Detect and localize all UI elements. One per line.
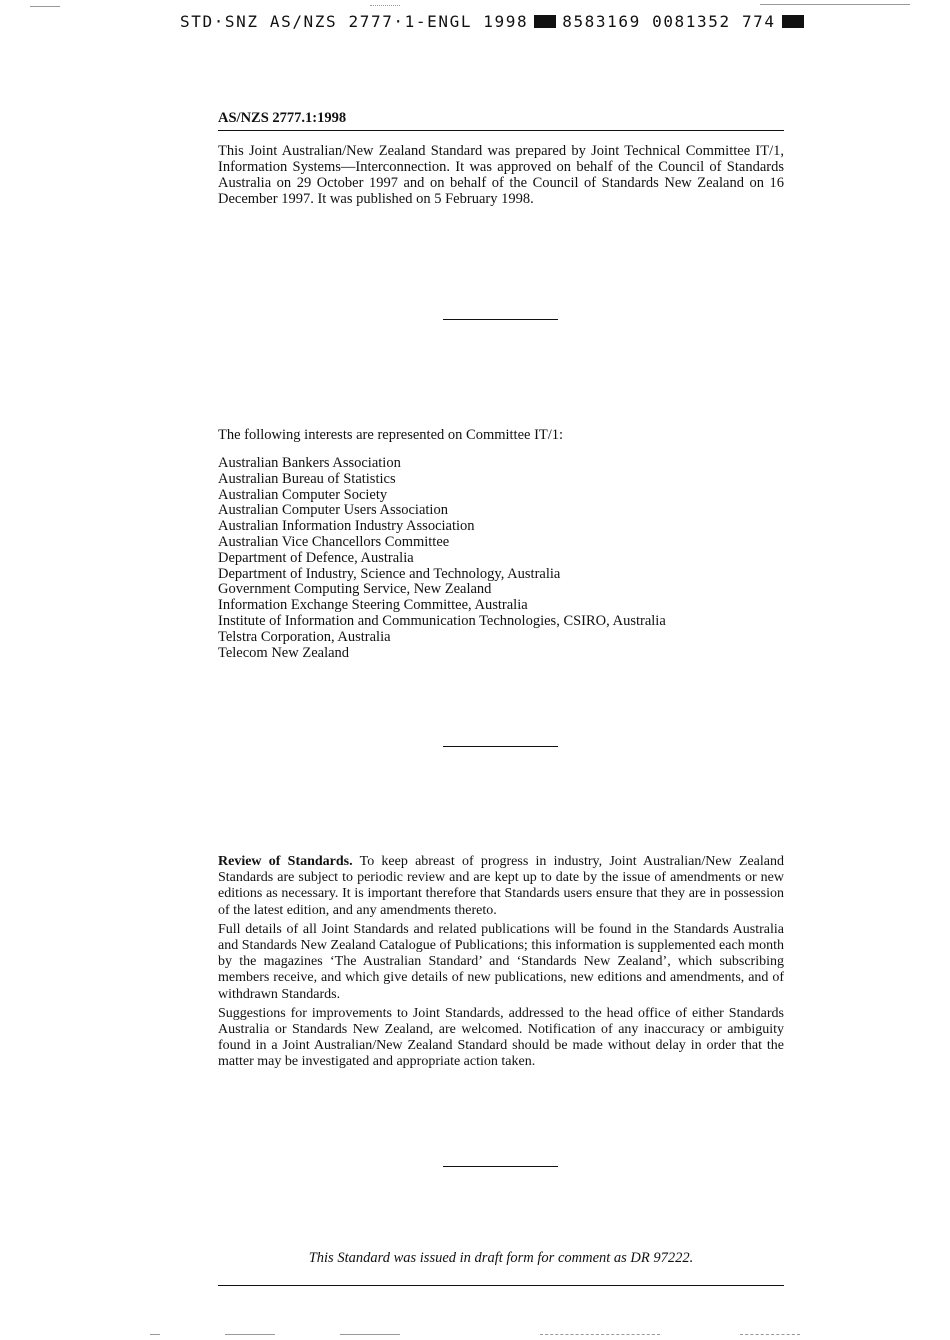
document-code-header [180, 12, 810, 31]
committee-member: Telstra Corporation, Australia [218, 628, 391, 645]
committee-member: Department of Defence, Australia [218, 549, 414, 566]
preparation-section [218, 143, 784, 207]
section-divider [443, 1166, 558, 1167]
scan-artifact [150, 1334, 160, 1335]
committee-member: Institute of Information and Communication Technologies, CSIRO, Australia [218, 612, 666, 629]
draft-note: This Standard was issued in draft form for comment as DR 97222. [218, 1250, 784, 1286]
committee-member: Department of Industry, Science and Technology, Australia [218, 565, 561, 582]
committee-member: Australian Computer Users Association [218, 502, 448, 519]
scan-artifact [30, 6, 60, 7]
committee-member: Australian Computer Society [218, 486, 388, 503]
review-paragraph-1 [218, 854, 784, 919]
review-title: Review of Standards. [218, 854, 353, 869]
committee-member: Australian Bureau of Statistics [218, 470, 396, 487]
committee-member: Telecom New Zealand [218, 644, 350, 661]
committee-member-list [218, 456, 784, 661]
scan-artifact [370, 5, 400, 6]
scan-artifact [760, 4, 910, 5]
committee-member: Australian Information Industry Association [218, 518, 475, 535]
document-serial: 8583169 0081352 774 [562, 12, 776, 31]
scan-artifact [340, 1334, 400, 1335]
committee-member: Australian Bankers Association [218, 455, 401, 471]
scan-artifact [740, 1334, 800, 1335]
committee-intro: The following interests are represented on Committee IT/1: [218, 427, 564, 443]
section-divider [443, 319, 558, 320]
review-section [218, 854, 784, 1074]
review-text-1: To keep abreast of progress in industry, Joint Australian/New Zealand Standards are subject to periodic review and are kept up to date by the issue of amendments or new editions as necessary. It is important therefore that Standards users ensure that they are in possession of the latest edition, and any amendments thereto. [218, 854, 785, 918]
committee-member: Government Computing Service, New Zealand [218, 581, 492, 598]
review-paragraph-3: Suggestions for improvements to Joint Standards, addressed to the head office of either Standards Australia or Standards New Zealand, are welcomed. Notification of any inaccuracy or ambiguity found in a Joint Australian/New Zealand Standard should be made without delay in order that the matter may be investigated and appropriate action taken. [218, 1005, 784, 1070]
document-code: STD·SNZ AS/NZS 2777·1-ENGL 1998 [180, 12, 529, 31]
barcode-block [534, 15, 556, 28]
preparation-paragraph: This Joint Australian/New Zealand Standard was prepared by Joint Technical Committee IT/1, Information Systems—Interconnection. It was approved on behalf of the Council of Standards Australia on 29 October 1997 and on behalf of the Council of Standards New Zealand on 16 December 1997. It was published on 5 February 1998. [218, 143, 784, 207]
review-paragraph-2: Full details of all Joint Standards and related publications will be found in the Standards Australia and Standards New Zealand Catalogue of Publications; this information is supplemented each month by the magazines ‘The Australian Standard’ and ‘Standards New Zealand’, which subscribing members receive, and which give details of new publications, new editions and amendments, and of withdrawn Standards. [218, 921, 784, 1002]
committee-member: Information Exchange Steering Committee, Australia [218, 597, 528, 614]
section-divider [443, 746, 558, 747]
barcode-block [782, 15, 804, 28]
scan-artifact [540, 1334, 660, 1335]
scan-artifact [225, 1334, 275, 1335]
committee-section [218, 427, 784, 661]
standard-heading: AS/NZS 2777.1:1998 [218, 110, 784, 131]
committee-member: Australian Vice Chancellors Committee [218, 533, 450, 550]
